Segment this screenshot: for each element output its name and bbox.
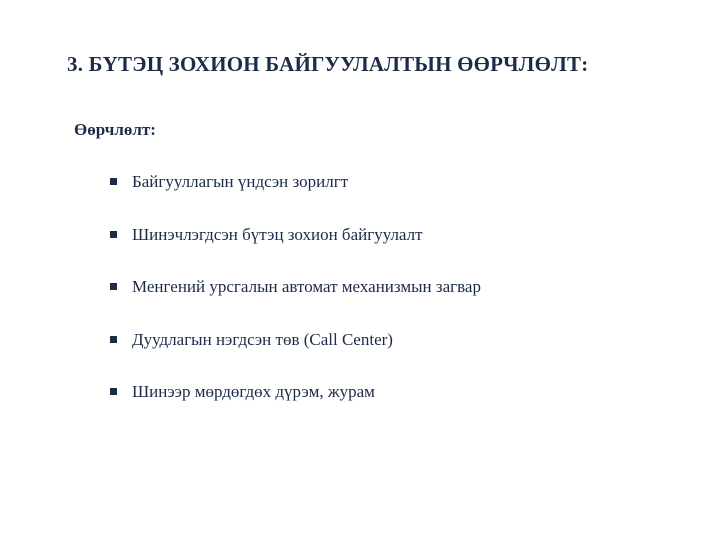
bullet-text: Шинээр мөрдөгдөх дүрэм, журам	[132, 382, 375, 401]
square-bullet-icon	[110, 178, 117, 185]
square-bullet-icon	[110, 388, 117, 395]
square-bullet-icon	[110, 283, 117, 290]
bullet-list	[110, 171, 481, 434]
bullet-text: Байгууллагын үндсэн зорилгт	[132, 172, 349, 191]
list-item	[110, 381, 481, 434]
list-item	[110, 276, 481, 329]
list-item	[110, 171, 481, 224]
slide-subtitle: Өөрчлөлт:	[74, 120, 156, 139]
bullet-text: Менгений урсгалын автомат механизмын загвар	[132, 277, 481, 296]
square-bullet-icon	[110, 231, 117, 238]
slide-title: 3. БҮТЭЦ ЗОХИОН БАЙГУУЛАЛТЫН ӨӨРЧЛӨЛТ:	[67, 52, 589, 76]
bullet-text: Шинэчлэгдсэн бүтэц зохион байгуулалт	[132, 224, 423, 244]
list-item	[110, 224, 481, 277]
list-item	[110, 329, 481, 382]
square-bullet-icon	[110, 336, 117, 343]
bullet-text: Дуудлагын нэгдсэн төв (Call Center)	[132, 329, 393, 349]
